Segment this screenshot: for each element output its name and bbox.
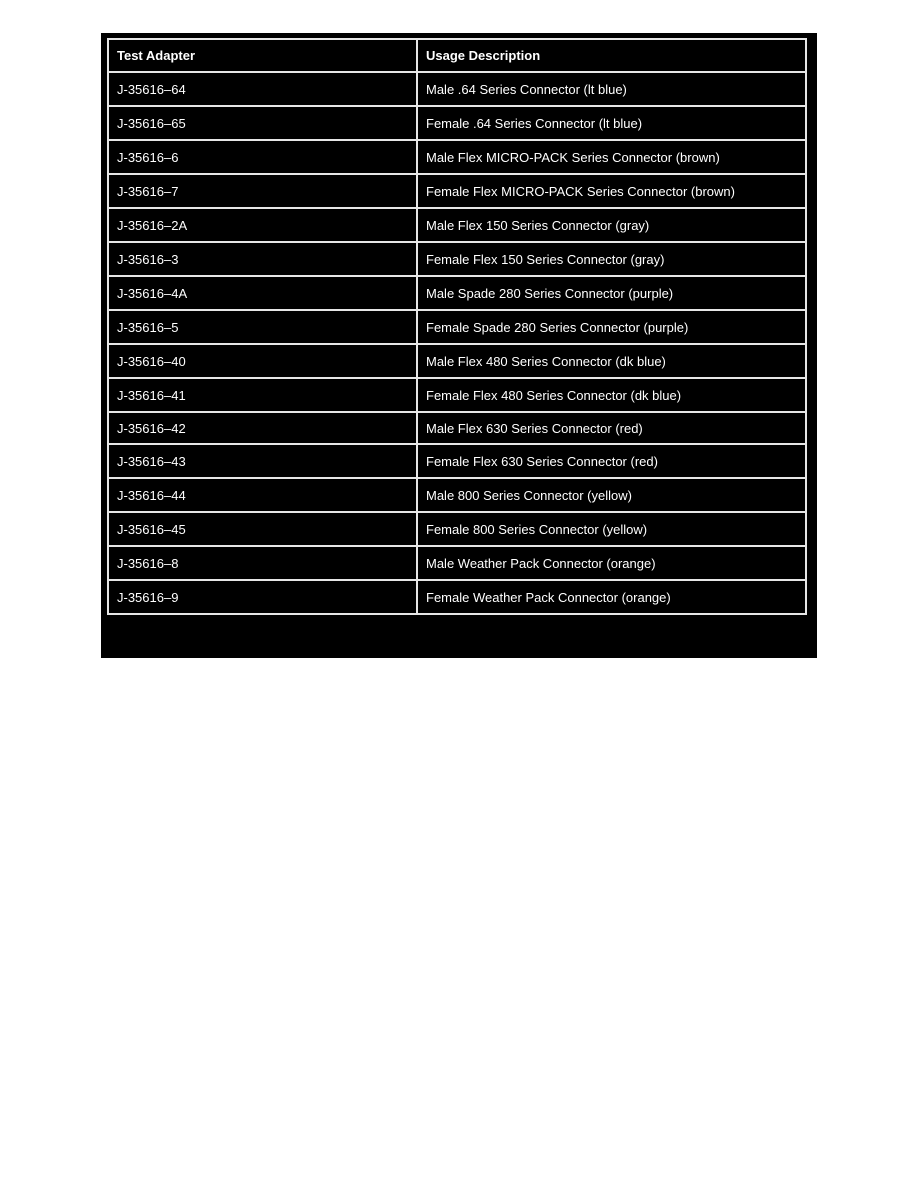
usage-description-cell: Female Flex 150 Series Connector (gray) (417, 242, 806, 276)
table-row (108, 378, 806, 412)
test-adapter-table-frame (101, 33, 817, 658)
table-row (108, 140, 806, 174)
test-adapter-cell: J-35616–40 (108, 344, 417, 378)
table-header (108, 39, 806, 72)
test-adapter-cell: J-35616–8 (108, 546, 417, 580)
table-row (108, 310, 806, 344)
test-adapter-cell: J-35616–5 (108, 310, 417, 344)
table-body (108, 72, 806, 614)
test-adapter-cell: J-35616–4A (108, 276, 417, 310)
usage-description-cell: Female Weather Pack Connector (orange) (417, 580, 806, 614)
test-adapter-cell: J-35616–65 (108, 106, 417, 140)
test-adapter-cell: J-35616–7 (108, 174, 417, 208)
test-adapter-cell: J-35616–6 (108, 140, 417, 174)
usage-description-cell: Female Flex 630 Series Connector (red) (417, 444, 806, 478)
test-adapter-table (107, 38, 807, 615)
table-row (108, 546, 806, 580)
table-row (108, 478, 806, 512)
usage-description-cell: Male Spade 280 Series Connector (purple) (417, 276, 806, 310)
column-header-test-adapter: Test Adapter (108, 39, 417, 72)
table-row (108, 174, 806, 208)
test-adapter-cell: J-35616–3 (108, 242, 417, 276)
usage-description-cell: Female 800 Series Connector (yellow) (417, 512, 806, 546)
test-adapter-cell: J-35616–9 (108, 580, 417, 614)
usage-description-cell: Male 800 Series Connector (yellow) (417, 478, 806, 512)
usage-description-cell: Male .64 Series Connector (lt blue) (417, 72, 806, 106)
table-header-row (108, 39, 806, 72)
test-adapter-cell: J-35616–44 (108, 478, 417, 512)
usage-description-cell: Female .64 Series Connector (lt blue) (417, 106, 806, 140)
table-row (108, 580, 806, 614)
table-row (108, 72, 806, 106)
table-row (108, 444, 806, 478)
test-adapter-cell: J-35616–42 (108, 412, 417, 444)
test-adapter-cell: J-35616–41 (108, 378, 417, 412)
usage-description-cell: Male Flex 630 Series Connector (red) (417, 412, 806, 444)
test-adapter-cell: J-35616–64 (108, 72, 417, 106)
column-header-usage-description: Usage Description (417, 39, 806, 72)
test-adapter-cell: J-35616–45 (108, 512, 417, 546)
usage-description-cell: Male Flex 480 Series Connector (dk blue) (417, 344, 806, 378)
table-row (108, 242, 806, 276)
table-row (108, 276, 806, 310)
table-row (108, 344, 806, 378)
usage-description-cell: Female Spade 280 Series Connector (purple) (417, 310, 806, 344)
usage-description-cell: Female Flex 480 Series Connector (dk blue) (417, 378, 806, 412)
usage-description-cell: Male Flex 150 Series Connector (gray) (417, 208, 806, 242)
usage-description-cell: Male Flex MICRO-PACK Series Connector (brown) (417, 140, 806, 174)
table-row (108, 208, 806, 242)
test-adapter-cell: J-35616–2A (108, 208, 417, 242)
test-adapter-cell: J-35616–43 (108, 444, 417, 478)
table-row (108, 412, 806, 444)
usage-description-cell: Female Flex MICRO-PACK Series Connector (brown) (417, 174, 806, 208)
usage-description-cell: Male Weather Pack Connector (orange) (417, 546, 806, 580)
table-row (108, 106, 806, 140)
table-row (108, 512, 806, 546)
